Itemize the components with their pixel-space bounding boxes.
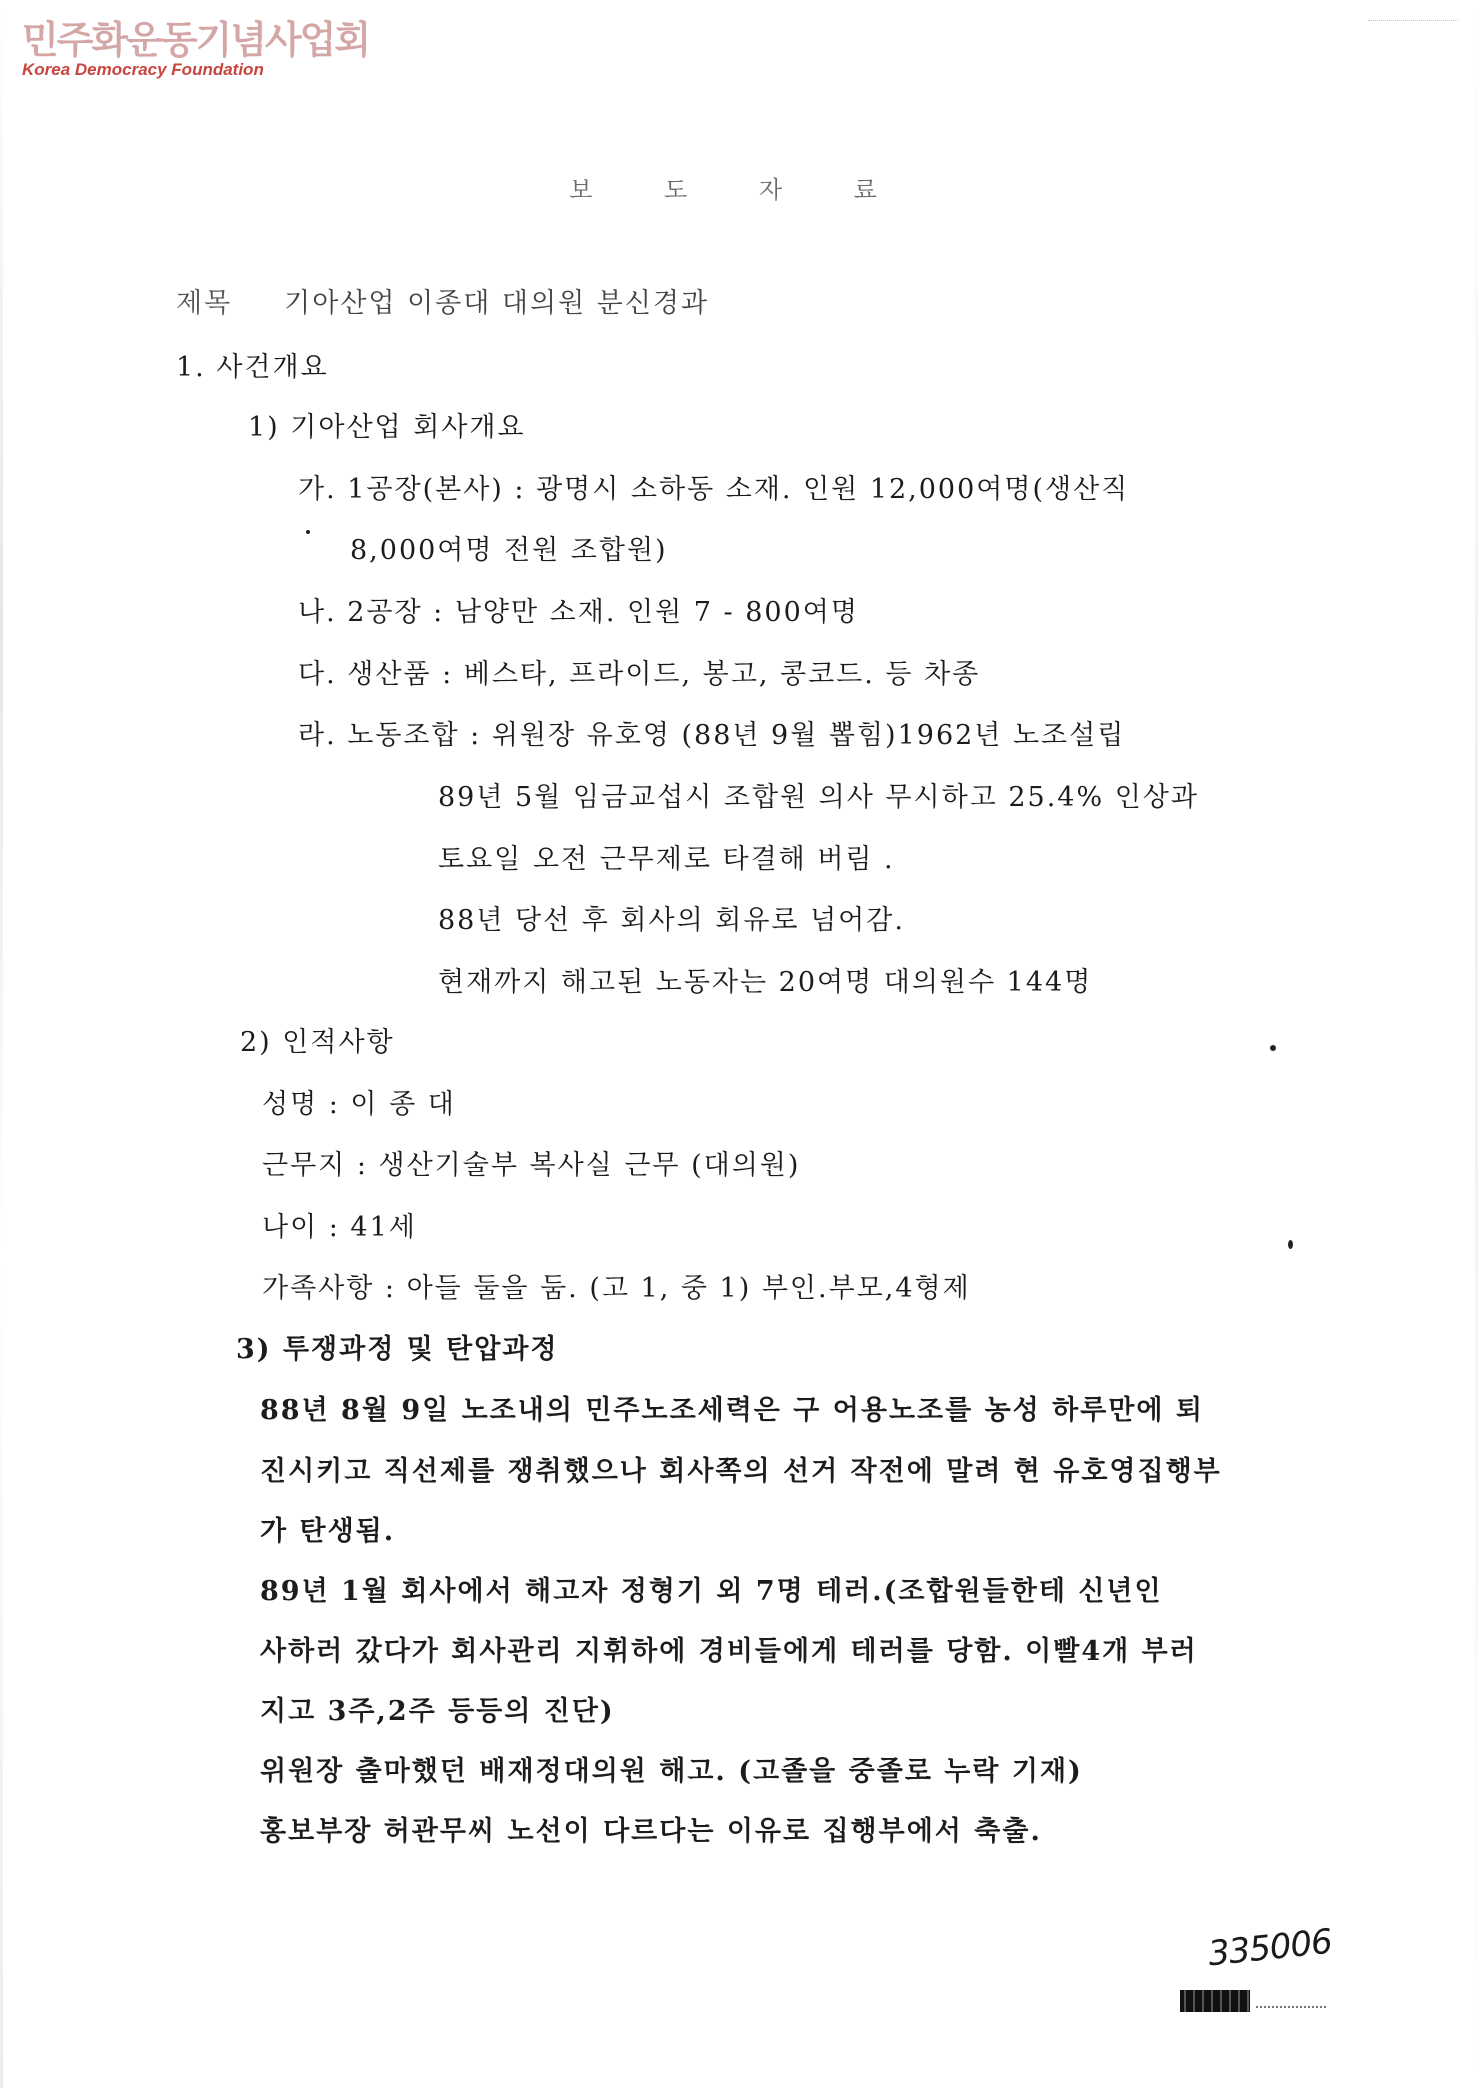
text-line: 근무지 : 생산기술부 복사실 근무 (대의원) xyxy=(262,1150,801,1181)
scan-edge-left xyxy=(0,0,3,2088)
subject-text: 기아산업 이종대 대의원 분신경과 xyxy=(284,288,710,319)
text-line: 가 탄생됨. xyxy=(260,1516,396,1547)
foundation-logo xyxy=(22,18,369,80)
text-line: 진시키고 직선제를 쟁취했으나 회사쪽의 선거 작전에 말려 현 유호영집행부 xyxy=(260,1456,1222,1487)
subject-label: 제목 xyxy=(176,288,233,319)
scan-speck xyxy=(306,530,310,534)
subject-line xyxy=(176,286,709,322)
text-line: 홍보부장 허관무씨 노선이 다르다는 이유로 집행부에서 축출. xyxy=(260,1816,1042,1847)
text-line: 8,000여명 전원 조합원) xyxy=(350,535,668,566)
text-line: 가. 1공장(본사) : 광명시 소하동 소재. 인원 12,000여명(생산직 xyxy=(298,474,1130,505)
archive-stamp-dots xyxy=(1256,1994,1326,2008)
text-line: 성명 : 이 종 대 xyxy=(262,1089,456,1120)
subsection-heading: 2) 인적사항 xyxy=(240,1027,395,1058)
section-heading: 1. 사건개요 xyxy=(176,352,329,383)
text-line: 나. 2공장 : 남양만 소재. 인원 7 - 800여명 xyxy=(298,597,859,628)
text-line: 토요일 오전 근무제로 타결해 버림 . xyxy=(438,844,895,875)
handwritten-document-number: 335006 xyxy=(1206,1921,1334,1975)
text-line: 나이 : 41세 xyxy=(262,1212,417,1243)
scan-artifact-top-right xyxy=(1368,20,1458,51)
text-line: 89년 1월 회사에서 해고자 정형기 외 7명 테러.(조합원들한테 신년인 xyxy=(260,1576,1163,1607)
text-line: 가족사항 : 아들 둘을 둠. (고 1, 중 1) 부인.부모,4형제 xyxy=(262,1273,971,1304)
text-line: 위원장 출마했던 배재정대의원 해고. (고졸을 중졸로 누락 기재) xyxy=(260,1756,1083,1787)
text-line: 사하러 갔다가 회사관리 지휘하에 경비들에게 테러를 당함. 이빨4개 부러 xyxy=(260,1636,1198,1667)
subsection-heading: 3) 투쟁과정 및 탄압과정 xyxy=(236,1334,559,1365)
scan-speck xyxy=(1270,1045,1276,1051)
text-line: 현재까지 해고된 노동자는 20여명 대의원수 144명 xyxy=(438,967,1093,998)
archive-stamp xyxy=(1180,1990,1250,2012)
subsection-heading: 1) 기아산업 회사개요 xyxy=(248,412,526,443)
text-line: 88년 8월 9일 노조내의 민주노조세력은 구 어용노조를 농성 하루만에 퇴 xyxy=(260,1395,1204,1426)
logo-korean-text: 민주화운동기념사업회 xyxy=(22,18,370,62)
document-title: 보 도 자 료 xyxy=(569,176,909,204)
text-line: 지고 3주,2주 등등의 진단) xyxy=(260,1696,615,1727)
scan-speck xyxy=(1288,1240,1293,1249)
text-line: 다. 생산품 : 베스타, 프라이드, 봉고, 콩코드. 등 차종 xyxy=(298,659,981,690)
text-line: 88년 당선 후 회사의 회유로 넘어감. xyxy=(438,905,905,936)
text-line: 라. 노동조합 : 위원장 유호영 (88년 9월 뽑힘)1962년 노조설립 xyxy=(298,720,1126,751)
text-line: 89년 5월 임금교섭시 조합원 의사 무시하고 25.4% 인상과 xyxy=(438,782,1199,813)
logo-english-text: Korea Democracy Foundation xyxy=(22,60,264,79)
